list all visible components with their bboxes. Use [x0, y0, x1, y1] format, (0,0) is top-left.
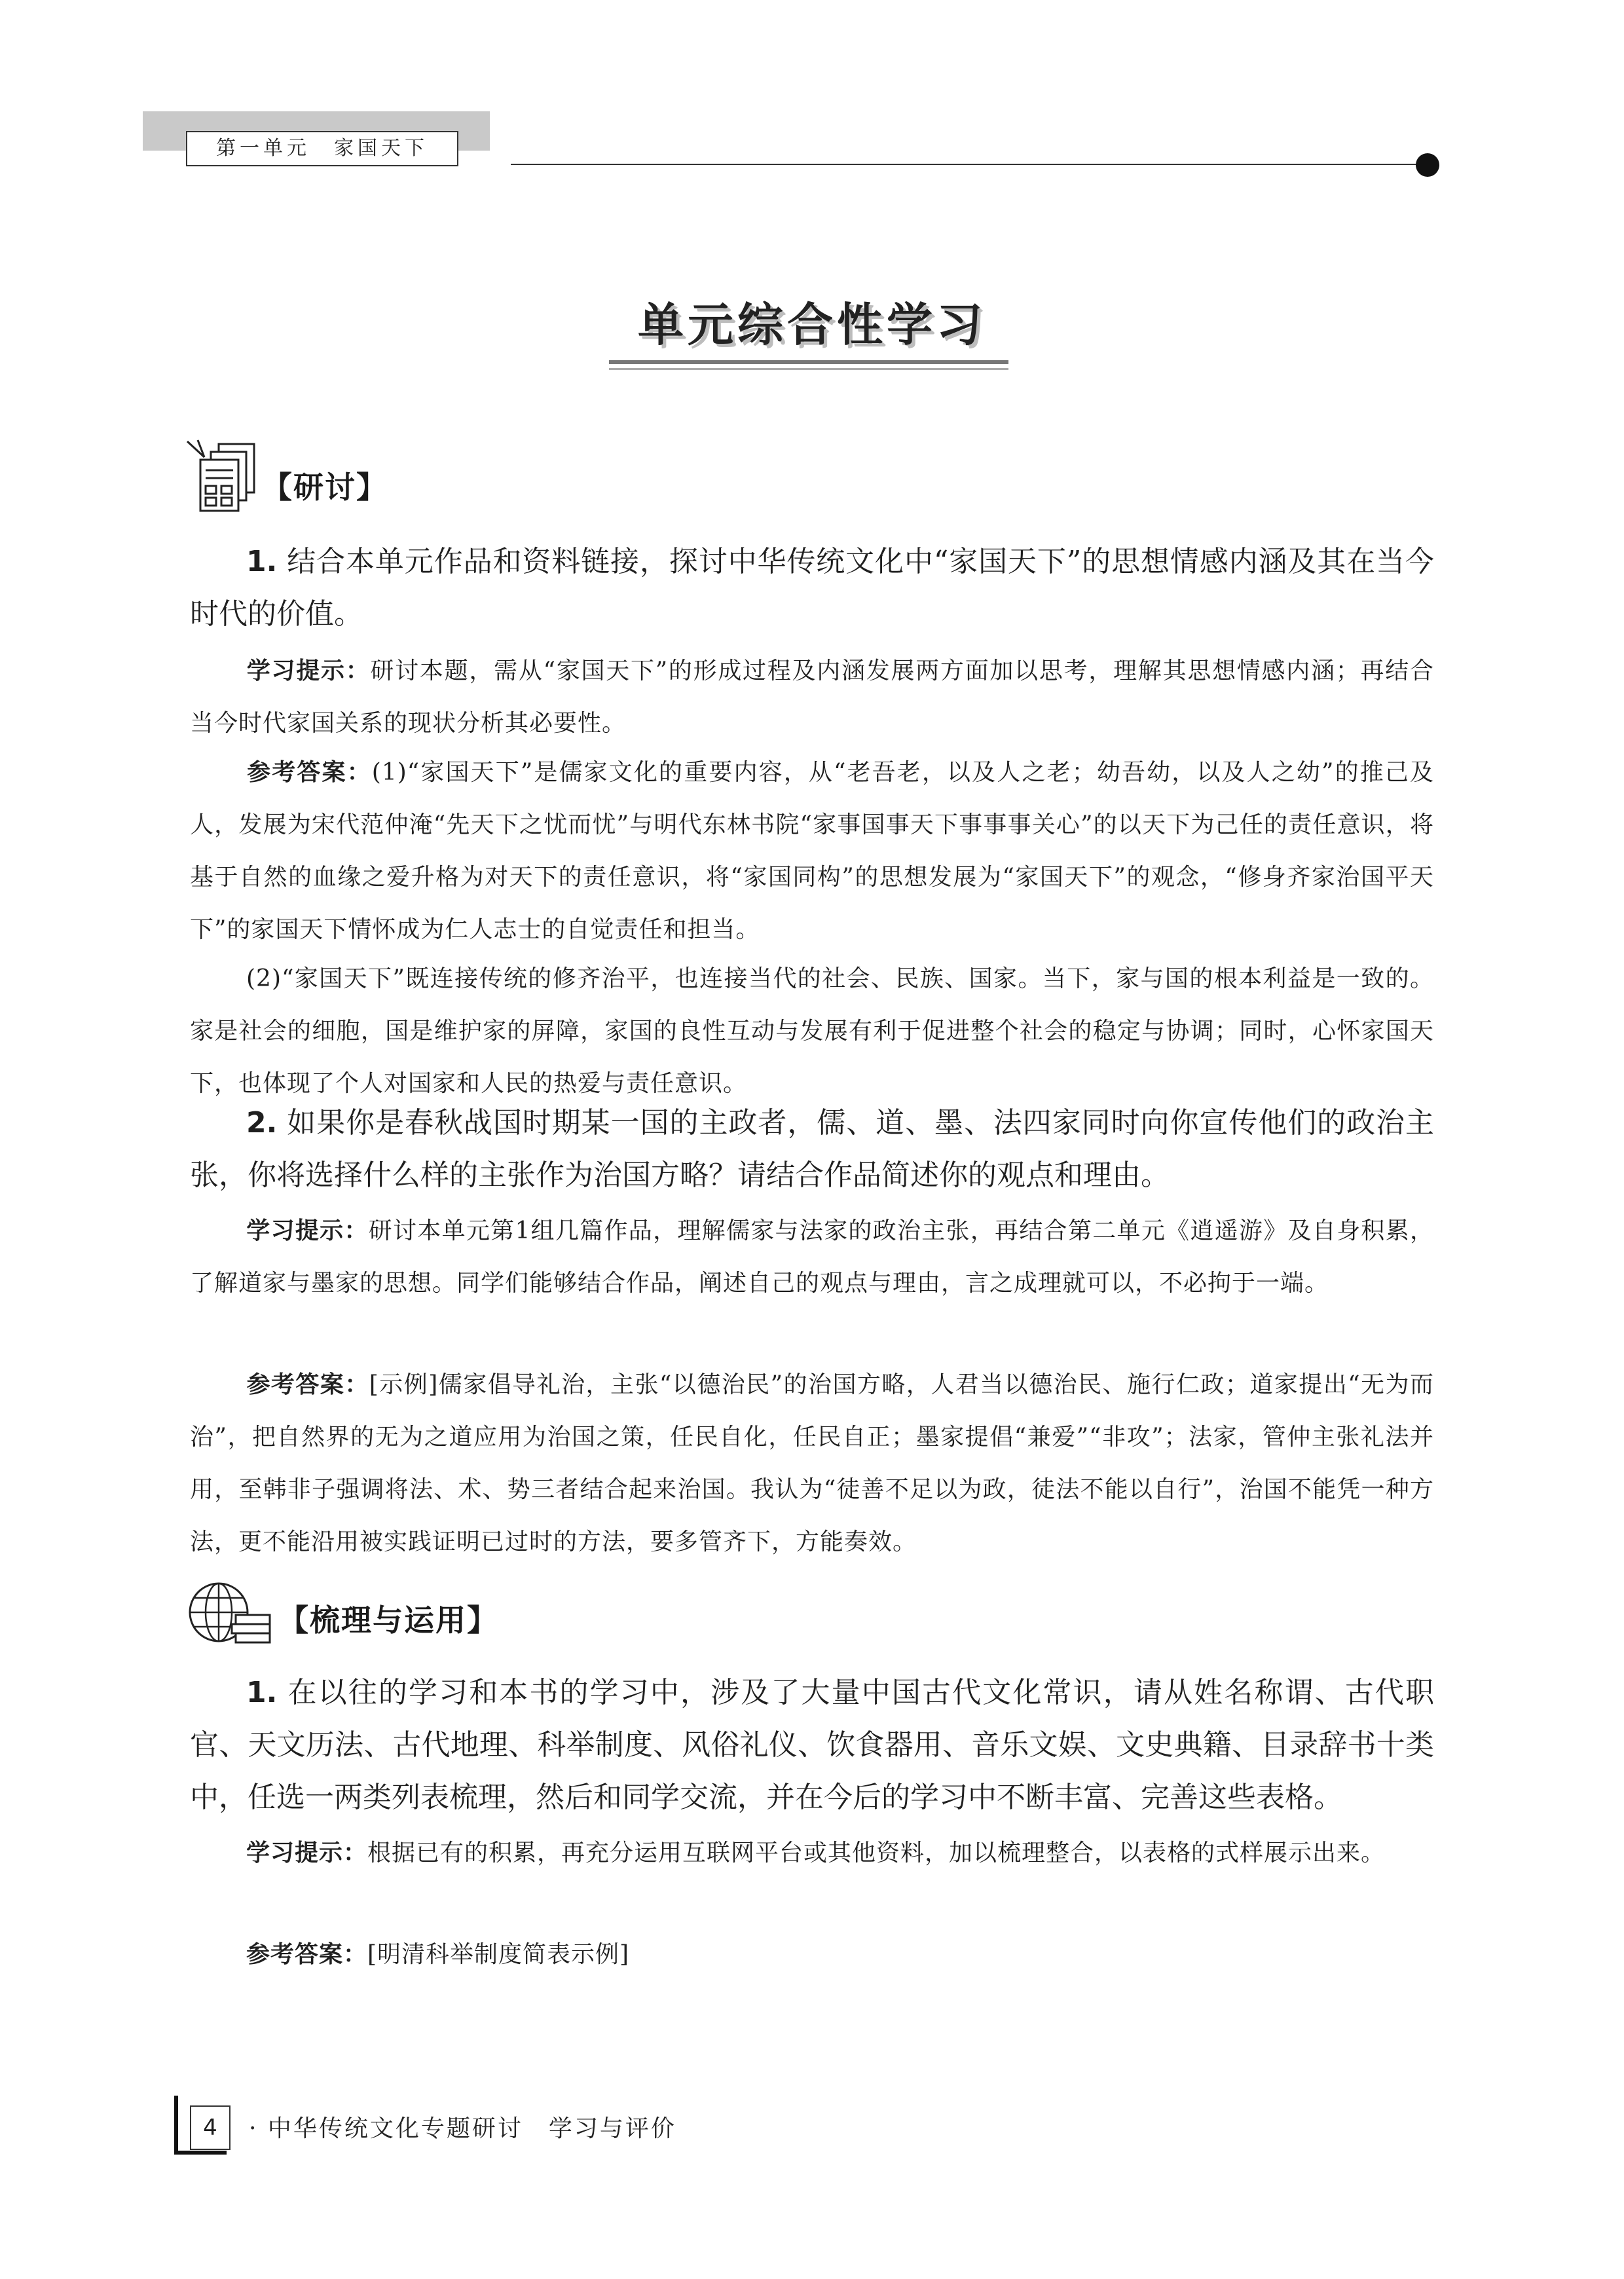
section-heading-discussion: 【研讨】 — [262, 470, 388, 505]
document-stack-icon — [185, 437, 263, 515]
hint-text: 研讨本单元第1组几篇作品，理解儒家与法家的政治主张，再结合第二单元《逍遥游》及自身积累，了解道家与墨家的思想。同学们能够结合作品，阐述自己的观点与理由，言之成理就可以，不必拘于一端。 — [190, 1217, 1434, 1297]
answer-1-part-1 — [190, 747, 1434, 956]
question-number: 1. — [246, 545, 278, 578]
globe-book-icon — [185, 1577, 276, 1649]
question-2 — [190, 1097, 1434, 1202]
question-text: 结合本单元作品和资料链接，探讨中华传统文化中“家国天下”的思想情感内涵及其在当今时代的价值。 — [190, 545, 1434, 631]
answer-text: [明清科举制度简表示例] — [367, 1941, 630, 1968]
footer-corner-vertical — [174, 2096, 178, 2155]
study-hint-2 — [190, 1205, 1434, 1310]
header-rule — [511, 164, 1428, 165]
page-number: 4 — [190, 2105, 231, 2150]
review-hint-1 — [190, 1827, 1434, 1880]
review-question-1 — [190, 1667, 1434, 1824]
answer-label: 参考答案： — [246, 759, 372, 786]
hint-label: 学习提示： — [246, 658, 371, 684]
question-number: 2. — [246, 1106, 278, 1140]
answer-1-part-2 — [190, 953, 1434, 1110]
footer-book-title: · 中华传统文化专题研讨 学习与评价 — [249, 2115, 676, 2142]
answer-label: 参考答案： — [246, 1371, 369, 1398]
page-title: 单元综合性学习 — [638, 298, 986, 352]
section-heading-review: 【梳理与运用】 — [278, 1603, 498, 1638]
hint-label: 学习提示： — [246, 1840, 368, 1866]
question-text: 如果你是春秋战国时期某一国的主政者，儒、道、墨、法四家同时向你宣传他们的政治主张，你将选择什么样的主张作为治国方略？请结合作品简述你的观点和理由。 — [190, 1106, 1434, 1192]
question-text: 在以往的学习和本书的学习中，涉及了大量中国古代文化常识，请从姓名称谓、古代职官、天文历法、古代地理、科举制度、风俗礼仪、饮食器用、音乐文娱、文史典籍、目录辞书十类中，任选一两类列表梳理，然后和同学交流，并在今后的学习中不断丰富、完善这些表格。 — [190, 1676, 1434, 1814]
answer-text: (2)“家国天下”既连接传统的修齐治平，也连接当代的社会、民族、国家。当下，家与国的根本利益是一致的。家是社会的细胞，国是维护家的屏障，家国的良性互动与发展有利于促进整个社会的稳定与协调；同时，心怀家国天下，也体现了个人对国家和人民的热爱与责任意识。 — [190, 965, 1434, 1097]
answer-text: [示例]儒家倡导礼治，主张“以德治民”的治国方略，人君当以德治民、施行仁政；道家提出“无为而治”，把自然界的无为之道应用为治国之策，任民自化，任民自正；墨家提倡“兼爱”“非攻”；法家，管仲主张礼法并用，至韩非子强调将法、术、势三者结合起来治国。我认为“徒善不足以为政，徒法不能以自行”，治国不能凭一种方法，更不能沿用被实践证明已过时的方法，要多管齐下，方能奏效。 — [190, 1371, 1434, 1555]
title-underline-thin — [609, 368, 1008, 370]
answer-label: 参考答案： — [246, 1941, 368, 1968]
answer-2 — [190, 1359, 1434, 1568]
study-hint-1 — [190, 645, 1434, 750]
unit-label: 第一单元 家国天下 — [186, 131, 458, 166]
question-1 — [190, 536, 1434, 640]
review-answer-1 — [190, 1929, 1434, 1981]
footer-corner-horizontal — [174, 2151, 227, 2155]
hint-text: 根据已有的积累，再充分运用互联网平台或其他资料，加以梳理整合，以表格的式样展示出来。 — [367, 1840, 1386, 1866]
hint-label: 学习提示： — [246, 1217, 369, 1244]
header-dot — [1416, 153, 1439, 177]
hint-text: 研讨本题，需从“家国天下”的形成过程及内涵发展两方面加以思考，理解其思想情感内涵；再结合当今时代家国关系的现状分析其必要性。 — [190, 658, 1434, 737]
question-number: 1. — [246, 1676, 278, 1709]
answer-text: (1)“家国天下”是儒家文化的重要内容，从“老吾老，以及人之老；幼吾幼，以及人之幼”的推己及人，发展为宋代范仲淹“先天下之忧而忧”与明代东林书院“家事国事天下事事事关心”的以天下为己任的责任意识，将基于自然的血缘之爱升格为对天下的责任意识，将“家国同构”的思想发展为“家国天下”的观念，“修身齐家治国平天下”的家国天下情怀成为仁人志士的自觉责任和担当。 — [190, 759, 1434, 943]
title-underline — [609, 360, 1008, 364]
